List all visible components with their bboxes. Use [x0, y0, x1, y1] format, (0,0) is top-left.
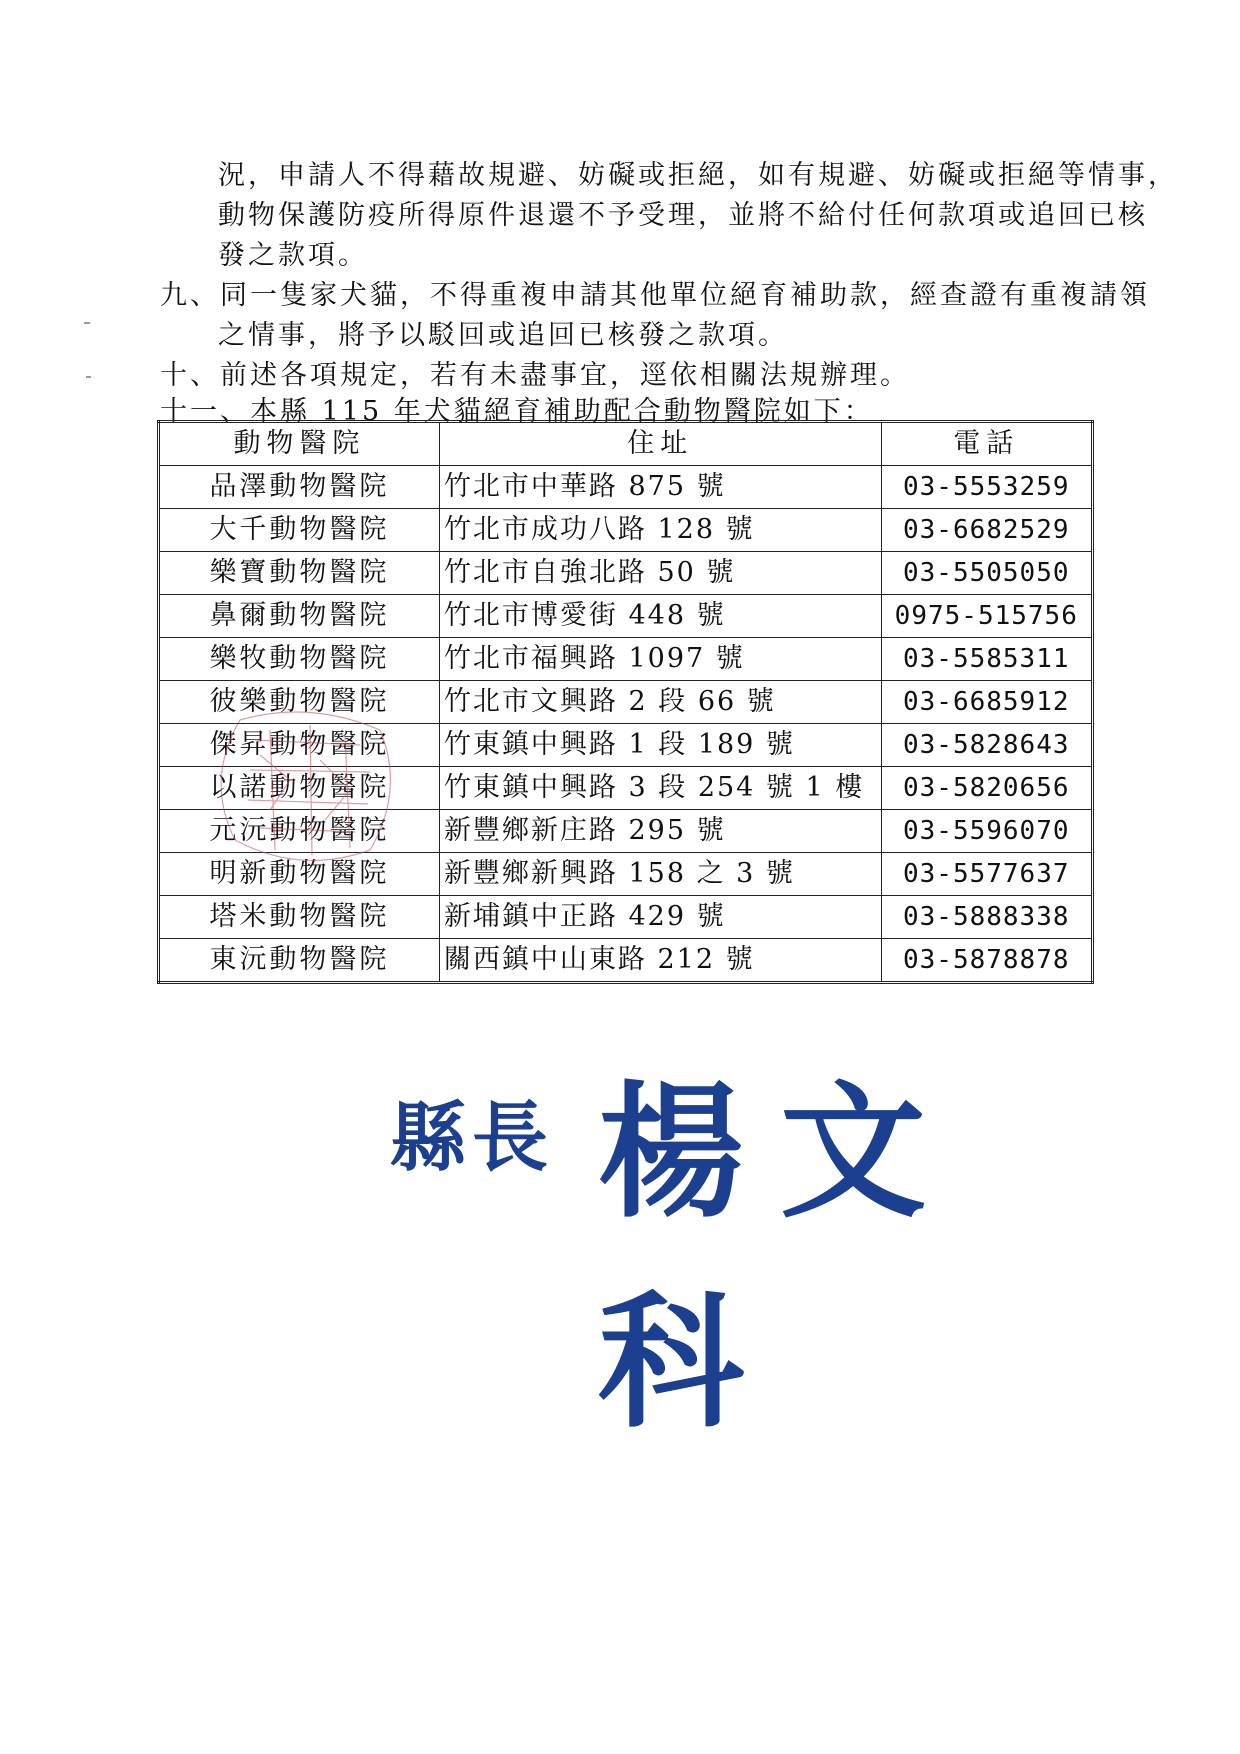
header-clinic: 動物醫院 — [159, 422, 440, 466]
clinic-phone: 03-5505050 — [881, 552, 1092, 595]
clinic-address: 竹東鎮中興路 1 段 189 號 — [439, 724, 881, 767]
clinic-name: 東沅動物醫院 — [159, 939, 440, 983]
clinic-phone: 03-5828643 — [881, 724, 1092, 767]
paragraph-9-line-1: 九、同一隻家犬貓，不得重複申請其他單位絕育補助款，經查證有重複請領 — [160, 280, 1150, 311]
paragraph-8-line-1: 況，申請人不得藉故規避、妨礙或拒絕，如有規避、妨礙或拒絕等情事， — [218, 160, 1178, 191]
table-row — [159, 595, 1093, 638]
clinic-name: 大千動物醫院 — [159, 509, 440, 552]
clinic-address: 竹北市文興路 2 段 66 號 — [439, 681, 881, 724]
clinic-address: 竹北市中華路 875 號 — [439, 466, 881, 509]
clinic-address: 新埔鎮中正路 429 號 — [439, 896, 881, 939]
clinic-phone: 03-5820656 — [881, 767, 1092, 810]
clinic-phone: 03-5596070 — [881, 810, 1092, 853]
paragraph-9-line-2: 之情事，將予以駁回或追回已核發之款項。 — [218, 320, 788, 351]
clinic-address: 新豐鄉新興路 158 之 3 號 — [439, 853, 881, 896]
clinic-phone: 03-5577637 — [881, 853, 1092, 896]
clinic-phone: 03-5878878 — [881, 939, 1092, 983]
seal-stamp-icon — [200, 700, 410, 870]
clinic-name: 明新動物醫院 — [159, 853, 440, 896]
clinic-address: 竹東鎮中興路 3 段 254 號 1 樓 — [439, 767, 881, 810]
clinic-name: 樂寶動物醫院 — [159, 552, 440, 595]
signature-block — [390, 1035, 1070, 1448]
paragraph-8-line-3: 發之款項。 — [218, 240, 368, 271]
paragraph-8-line-2: 動物保護防疫所得原件退還不予受理，並將不給付任何款項或追回已核 — [218, 200, 1148, 231]
clinic-address: 竹北市自強北路 50 號 — [439, 552, 881, 595]
table-row — [159, 466, 1093, 509]
clinic-name: 鼻爾動物醫院 — [159, 595, 440, 638]
clinic-phone: 03-6682529 — [881, 509, 1092, 552]
clinic-phone: 03-6685912 — [881, 681, 1092, 724]
clinic-phone: 03-5888338 — [881, 896, 1092, 939]
clinic-address: 關西鎮中山東路 212 號 — [439, 939, 881, 983]
header-address: 住址 — [439, 422, 881, 466]
clinic-phone: 0975-515756 — [881, 595, 1092, 638]
table-row — [159, 552, 1093, 595]
paragraph-11: 十一、本縣 115 年犬貓絕育補助配合動物醫院如下： — [160, 396, 874, 427]
table-row — [159, 896, 1093, 939]
table-row — [159, 638, 1093, 681]
clinic-address: 竹北市成功八路 128 號 — [439, 509, 881, 552]
table-row — [159, 939, 1093, 983]
clinic-name: 塔米動物醫院 — [159, 896, 440, 939]
scan-speck — [84, 322, 90, 324]
clinic-name: 傑昇動物醫院 — [159, 724, 440, 767]
clinic-address: 竹北市福興路 1097 號 — [439, 638, 881, 681]
clinic-address: 新豐鄉新庄路 295 號 — [439, 810, 881, 853]
clinic-phone: 03-5553259 — [881, 466, 1092, 509]
clinic-name: 元沅動物醫院 — [159, 810, 440, 853]
clinic-phone: 03-5585311 — [881, 638, 1092, 681]
header-phone: 電話 — [881, 422, 1092, 466]
clinic-name: 品澤動物醫院 — [159, 466, 440, 509]
signature-title: 縣長 — [390, 1093, 554, 1182]
clinic-name: 彼樂動物醫院 — [159, 681, 440, 724]
clinic-address: 竹北市博愛街 448 號 — [439, 595, 881, 638]
clinic-name: 以諾動物醫院 — [159, 767, 440, 810]
table-header-row — [159, 422, 1093, 466]
signature-name: 楊文科 — [598, 1067, 962, 1448]
paragraph-10: 十、前述各項規定，若有未盡事宜，逕依相關法規辦理。 — [160, 360, 910, 391]
scan-speck — [86, 376, 91, 378]
clinic-name: 樂牧動物醫院 — [159, 638, 440, 681]
table-row — [159, 509, 1093, 552]
